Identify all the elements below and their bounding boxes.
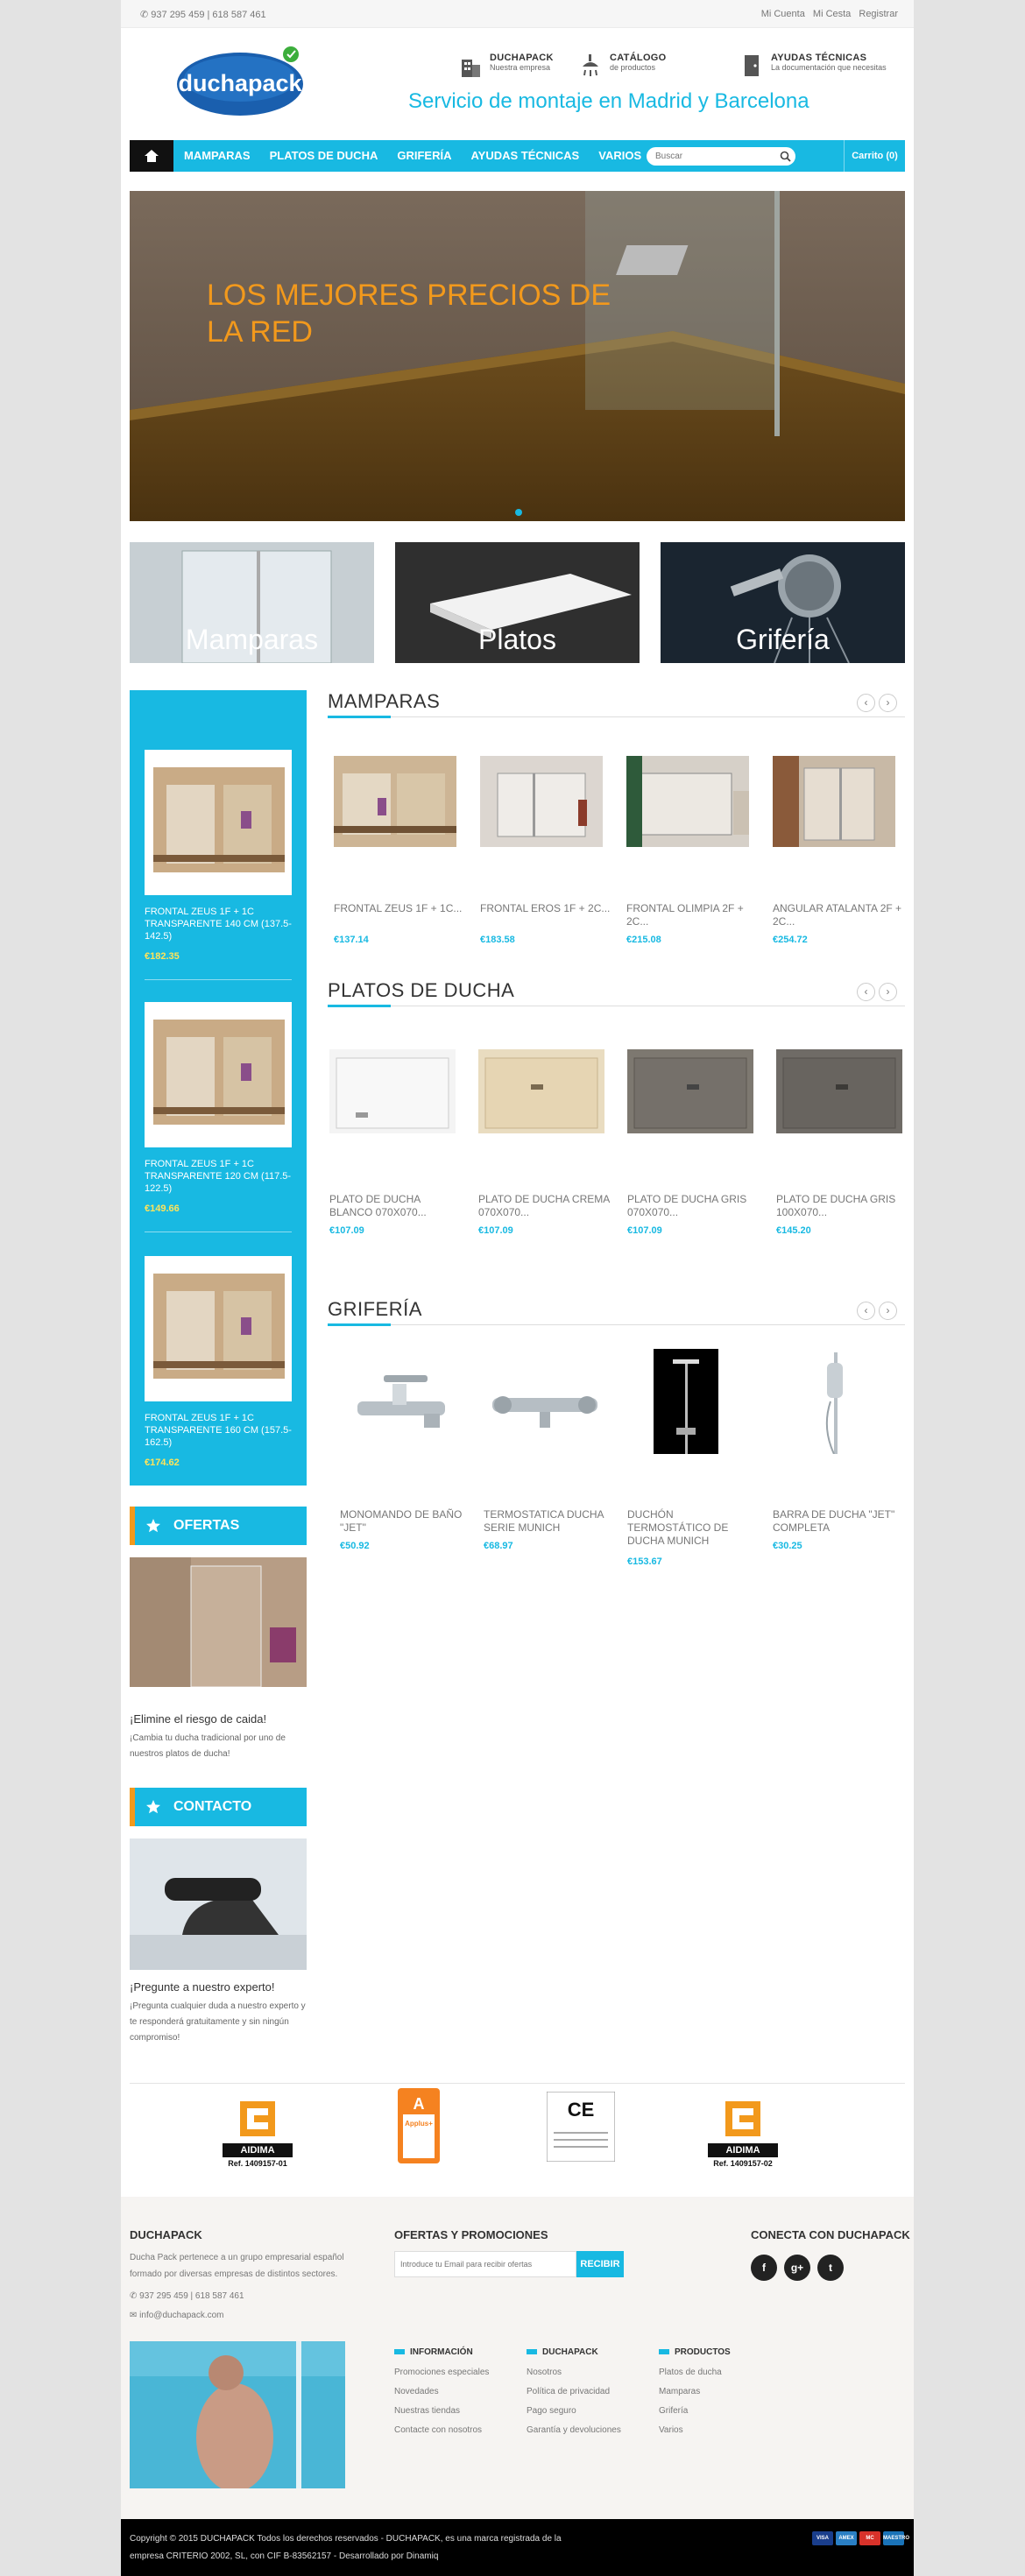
footer-email[interactable]: ✉ info@duchapack.com xyxy=(130,2311,224,2320)
contact-text-block xyxy=(130,1980,307,2046)
footer-link[interactable]: Pago seguro xyxy=(527,2406,576,2416)
header-accent xyxy=(130,1507,135,1545)
twitter-icon[interactable]: t xyxy=(817,2255,844,2281)
product-image[interactable] xyxy=(329,1049,461,1154)
section-title-mamparas: MAMPARAS xyxy=(328,690,441,712)
contact-text: ¡Pregunta cualquier duda a nuestro experto y te responderá gratuitamente y sin ningún compromiso! xyxy=(130,2001,306,2043)
social-title: CONECTA CON DUCHAPACK xyxy=(751,2228,910,2241)
best-sellers-list xyxy=(130,690,307,1486)
next-arrow-icon[interactable]: › xyxy=(879,694,897,712)
product-image[interactable] xyxy=(478,1049,610,1154)
product-name[interactable]: FRONTAL ZEUS 1F + 1C TRANSPARENTE 160 CM (157.5-162.5) xyxy=(145,1413,292,1448)
prev-arrow-icon[interactable]: ‹ xyxy=(857,1302,875,1320)
category-platos[interactable] xyxy=(395,542,640,663)
product-image[interactable] xyxy=(484,1349,615,1454)
nav-item-varios[interactable]: VARIOS xyxy=(598,149,642,162)
product-price: €107.09 xyxy=(329,1225,364,1236)
next-arrow-icon[interactable]: › xyxy=(879,983,897,1001)
cart-button[interactable]: Carrito (0) xyxy=(844,140,905,172)
certificate-aidima-2 xyxy=(708,2098,778,2174)
amex-card-icon: AMEX xyxy=(836,2531,857,2545)
header-info-company[interactable]: DUCHAPACK Nuestra empresa xyxy=(490,53,554,72)
category-mamparas[interactable] xyxy=(130,542,374,663)
newsletter-submit-button[interactable]: RECIBIR xyxy=(576,2251,624,2277)
footer-link[interactable]: Nuestras tiendas xyxy=(394,2406,461,2416)
footer-company-links xyxy=(527,2363,621,2440)
top-bar xyxy=(121,0,914,28)
offers-header: OFERTAS xyxy=(130,1507,307,1545)
maestro-card-icon: MAESTRO xyxy=(883,2531,904,2545)
category-griferia[interactable] xyxy=(661,542,905,663)
product-image[interactable] xyxy=(145,750,292,895)
phone-icon: ✆ xyxy=(140,10,149,20)
product-price: €145.20 xyxy=(776,1225,811,1236)
product-name[interactable]: PLATO DE DUCHA CREMA 070X070... xyxy=(478,1193,610,1218)
section-divider xyxy=(328,716,905,717)
nav-item-griferia[interactable]: GRIFERÍA xyxy=(397,149,452,162)
footer-link[interactable]: Promociones especiales xyxy=(394,2368,490,2377)
search-icon[interactable] xyxy=(780,151,791,162)
certificate-aidima-1 xyxy=(223,2098,293,2174)
product-name[interactable]: FRONTAL OLIMPIA 2F + 2C... xyxy=(626,902,744,928)
newsletter-title: OFERTAS Y PROMOCIONES xyxy=(394,2228,548,2241)
nav-menu xyxy=(173,140,650,172)
carousel-arrows xyxy=(857,694,905,713)
footer-about-title: DUCHAPACK xyxy=(130,2228,202,2241)
category-label: Platos xyxy=(478,624,556,655)
product-image[interactable] xyxy=(627,1049,759,1154)
certificate-name: CE xyxy=(567,2099,595,2121)
star-icon xyxy=(145,1799,161,1815)
site-logo[interactable] xyxy=(175,44,305,119)
slider-image xyxy=(130,191,905,521)
footer-link[interactable]: Novedades xyxy=(394,2387,439,2396)
copyright-bar xyxy=(121,2519,914,2576)
certificate-name: Applus+ xyxy=(405,2120,433,2128)
prev-arrow-icon[interactable]: ‹ xyxy=(857,983,875,1001)
product-name[interactable]: FRONTAL ZEUS 1F + 1C TRANSPARENTE 120 CM (117.5-122.5) xyxy=(145,1159,292,1194)
prev-arrow-icon[interactable]: ‹ xyxy=(857,694,875,712)
footer-link[interactable]: Nosotros xyxy=(527,2368,562,2377)
carousel-arrows xyxy=(857,983,905,1002)
footer-link[interactable]: Garantía y devoluciones xyxy=(527,2425,621,2435)
product-image[interactable] xyxy=(145,1002,292,1147)
slider-caption: LOS MEJORES PRECIOS DE LA RED xyxy=(207,279,611,349)
bullet-icon xyxy=(527,2349,537,2354)
category-label: Mamparas xyxy=(185,624,319,655)
register-link[interactable]: Registrar xyxy=(859,9,898,19)
svg-text:A: A xyxy=(413,2095,425,2113)
footer-link[interactable]: Política de privacidad xyxy=(527,2387,611,2396)
search-input[interactable] xyxy=(647,147,795,166)
category-label: Grifería xyxy=(736,624,830,655)
mastercard-icon: MC xyxy=(859,2531,880,2545)
header-info-catalog[interactable]: CATÁLOGO de productos xyxy=(610,53,667,72)
copyright-text: Copyright © 2015 DUCHAPACK Todos los derechos reservados - DUCHAPACK, es una marca registrada de la empresa CRITERIO 2002, SL, con CIF B-83562157 - Desarrollado por Dinamiq xyxy=(130,2534,562,2561)
facebook-icon[interactable]: f xyxy=(751,2255,777,2281)
nav-item-mamparas[interactable]: MAMPARAS xyxy=(184,149,251,162)
contact-header: CONTACTO xyxy=(130,1788,307,1826)
product-price: €149.66 xyxy=(145,1203,180,1214)
product-price: €137.14 xyxy=(334,935,369,945)
envelope-icon: ✉ xyxy=(130,2311,138,2320)
product-image[interactable] xyxy=(776,1049,908,1154)
account-links xyxy=(756,9,898,19)
product-price: €107.09 xyxy=(627,1225,662,1236)
footer-shower-image xyxy=(130,2341,345,2488)
footer-link[interactable]: Mamparas xyxy=(659,2387,701,2396)
product-name[interactable]: FRONTAL EROS 1F + 2C... xyxy=(480,902,611,914)
door-icon xyxy=(741,54,762,77)
product-price: €153.67 xyxy=(627,1556,662,1567)
product-price: €107.09 xyxy=(478,1225,513,1236)
footer-company-title: DUCHAPACK xyxy=(527,2347,598,2357)
section-divider xyxy=(328,1324,905,1325)
product-price: €215.08 xyxy=(626,935,661,945)
product-price: €183.58 xyxy=(480,935,515,945)
header-info-technical[interactable]: AYUDAS TÉCNICAS La documentación que necesitas xyxy=(771,53,887,72)
footer-info-title: INFORMACIÓN xyxy=(394,2347,473,2357)
certificate-ref: Ref. 1409157-02 xyxy=(713,2159,773,2168)
product-name[interactable]: PLATO DE DUCHA GRIS 070X070... xyxy=(627,1193,747,1218)
newsletter-email-input[interactable] xyxy=(394,2251,576,2277)
nav-item-platos[interactable]: PLATOS DE DUCHA xyxy=(269,149,378,162)
header-tagline: Servicio de montaje en Madrid y Barcelona xyxy=(408,89,809,113)
divider xyxy=(145,979,292,980)
product-image[interactable] xyxy=(773,1349,904,1454)
footer-link[interactable]: Platos de ducha xyxy=(659,2368,722,2377)
product-name[interactable]: FRONTAL ZEUS 1F + 1C... xyxy=(334,902,463,914)
top-phone: ✆ 937 295 459 | 618 587 461 xyxy=(140,10,266,20)
header-accent xyxy=(130,1788,135,1826)
footer-link[interactable]: Grifería xyxy=(659,2406,689,2416)
product-image[interactable] xyxy=(480,756,611,861)
google-plus-icon[interactable]: g+ xyxy=(784,2255,810,2281)
bullet-icon xyxy=(659,2349,669,2354)
product-price: €30.25 xyxy=(773,1541,802,1551)
contact-image[interactable] xyxy=(130,1838,307,1970)
shower-icon xyxy=(580,54,601,77)
product-image[interactable] xyxy=(145,1256,292,1401)
product-image[interactable] xyxy=(627,1349,759,1454)
product-price: €182.35 xyxy=(145,951,180,962)
product-name[interactable]: ANGULAR ATALANTA 2F + 2C... xyxy=(773,902,902,928)
footer-products-links xyxy=(659,2363,722,2440)
hero-slider[interactable] xyxy=(130,191,905,521)
contact-heading: ¡Pregunte a nuestro experto! xyxy=(130,1980,275,1994)
building-icon xyxy=(460,54,481,77)
product-image[interactable] xyxy=(773,756,904,861)
footer-link[interactable]: Contacte con nosotros xyxy=(394,2425,483,2435)
certificates-divider xyxy=(130,2083,905,2084)
section-title-griferia: GRIFERÍA xyxy=(328,1298,422,1320)
product-price: €174.62 xyxy=(145,1457,180,1468)
footer-products-title: PRODUCTOS xyxy=(659,2347,731,2357)
my-account-link[interactable]: Mi Cuenta xyxy=(760,9,805,19)
product-name[interactable]: FRONTAL ZEUS 1F + 1C TRANSPARENTE 140 CM (137.5-142.5) xyxy=(145,907,292,942)
product-price: €50.92 xyxy=(340,1541,370,1551)
product-image[interactable] xyxy=(626,756,758,861)
certificate-ce xyxy=(547,2092,615,2166)
footer-about-text: Ducha Pack pertenece a un grupo empresarial español formado por diversas empresas de distintos sectores. xyxy=(130,2253,344,2279)
star-icon xyxy=(145,1518,161,1534)
product-name[interactable]: PLATO DE DUCHA GRIS 100X070... xyxy=(776,1193,896,1218)
logo-text: duchapack xyxy=(178,70,302,96)
certificate-applus xyxy=(398,2088,440,2168)
offers-text-block xyxy=(130,1711,307,1762)
footer xyxy=(121,2197,914,2519)
product-name[interactable]: TERMOSTATICA DUCHA SERIE MUNICH xyxy=(484,1508,604,1534)
page xyxy=(121,0,914,2576)
certificate-ref: Ref. 1409157-01 xyxy=(228,2159,287,2168)
nav-item-ayudas[interactable]: AYUDAS TÉCNICAS xyxy=(470,149,580,162)
home-button[interactable] xyxy=(130,140,173,172)
offers-heading: ¡Elimine el riesgo de caida! xyxy=(130,1712,267,1726)
product-image[interactable] xyxy=(334,756,465,861)
carousel-arrows xyxy=(857,1302,905,1321)
section-title-platos: PLATOS DE DUCHA xyxy=(328,979,515,1001)
footer-phone: ✆ 937 295 459 | 618 587 461 xyxy=(130,2291,244,2301)
product-price: €68.97 xyxy=(484,1541,513,1551)
next-arrow-icon[interactable]: › xyxy=(879,1302,897,1320)
footer-info-links xyxy=(394,2363,489,2440)
visa-card-icon: VISA xyxy=(812,2531,833,2545)
certificate-name: AIDIMA xyxy=(240,2145,275,2156)
footer-link[interactable]: Varios xyxy=(659,2425,683,2435)
offers-text: ¡Cambia tu ducha tradicional por uno de nuestros platos de ducha! xyxy=(130,1733,286,1759)
product-price: €254.72 xyxy=(773,935,808,945)
product-name[interactable]: DUCHÓN TERMOSTÁTICO DE DUCHA MUNICH xyxy=(627,1508,729,1547)
product-name[interactable]: PLATO DE DUCHA BLANCO 070X070... xyxy=(329,1193,427,1218)
my-cart-link[interactable]: Mi Cesta xyxy=(812,9,852,19)
product-name[interactable]: MONOMANDO DE BAÑO "JET" xyxy=(340,1508,463,1534)
offers-image[interactable] xyxy=(130,1557,307,1687)
product-image[interactable] xyxy=(340,1349,471,1454)
slider-dot[interactable] xyxy=(515,509,522,516)
product-name[interactable]: BARRA DE DUCHA "JET" COMPLETA xyxy=(773,1508,895,1534)
bullet-icon xyxy=(394,2349,405,2354)
main-nav xyxy=(130,140,905,172)
phone-icon: ✆ xyxy=(130,2291,138,2301)
certificate-name: AIDIMA xyxy=(725,2145,760,2156)
home-icon xyxy=(130,140,173,172)
